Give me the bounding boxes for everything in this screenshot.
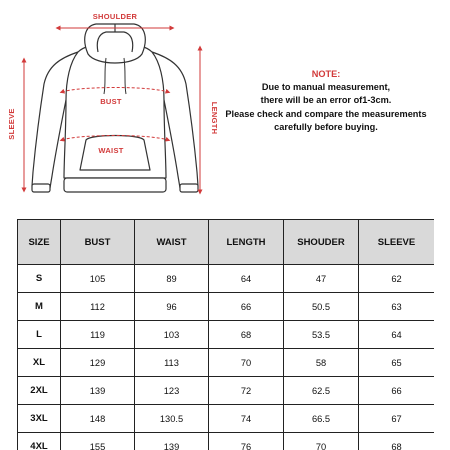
cell-sleeve: 67 [359, 405, 435, 433]
cell-bust: 129 [61, 349, 135, 377]
note-line: Please check and compare the measurements [225, 108, 427, 119]
shoulder-label: SHOULDER [92, 12, 138, 21]
cell-length: 66 [209, 293, 284, 321]
cell-size: 4XL [18, 433, 61, 450]
table-row [18, 293, 435, 321]
cell-shoulder: 66.5 [284, 405, 359, 433]
cell-length: 68 [209, 321, 284, 349]
cell-size: L [18, 321, 61, 349]
cell-length: 76 [209, 433, 284, 450]
cell-size: S [18, 265, 61, 293]
sleeve-label: SLEEVE [7, 108, 16, 140]
table-header-row [18, 220, 435, 265]
note-line: carefully before buying. [274, 121, 378, 132]
hoodie-measurement-diagram [0, 0, 235, 212]
cell-sleeve: 62 [359, 265, 435, 293]
cell-sleeve: 66 [359, 377, 435, 405]
waist-label: WAIST [98, 146, 124, 155]
cell-waist: 130.5 [135, 405, 209, 433]
cell-waist: 123 [135, 377, 209, 405]
cell-length: 64 [209, 265, 284, 293]
cell-sleeve: 68 [359, 433, 435, 450]
cell-bust: 112 [61, 293, 135, 321]
table-row [18, 405, 435, 433]
cell-length: 72 [209, 377, 284, 405]
table-row [18, 265, 435, 293]
cell-waist: 89 [135, 265, 209, 293]
note-line: there will be an error of1-3cm. [260, 95, 392, 106]
cell-sleeve: 63 [359, 293, 435, 321]
cell-shoulder: 58 [284, 349, 359, 377]
cell-shoulder: 62.5 [284, 377, 359, 405]
cell-size: M [18, 293, 61, 321]
table-row [18, 377, 435, 405]
cell-length: 70 [209, 349, 284, 377]
note-title: NOTE: [311, 69, 341, 79]
table-row [18, 349, 435, 377]
cell-size: 3XL [18, 405, 61, 433]
note-line: Due to manual measurement, [261, 82, 391, 93]
cell-bust: 119 [61, 321, 135, 349]
header-sleeve: SLEEVE [359, 220, 435, 265]
size-table [17, 219, 434, 450]
cell-shoulder: 70 [284, 433, 359, 450]
cell-length: 74 [209, 405, 284, 433]
header-waist: WAIST [135, 220, 209, 265]
header-length: LENGTH [209, 220, 284, 265]
cell-shoulder: 53.5 [284, 321, 359, 349]
size-chart [17, 219, 434, 450]
header-size: SIZE [18, 220, 61, 265]
cell-size: XL [18, 349, 61, 377]
cell-waist: 96 [135, 293, 209, 321]
cell-sleeve: 65 [359, 349, 435, 377]
cell-shoulder: 50.5 [284, 293, 359, 321]
length-label: LENGTH [210, 101, 219, 135]
bust-label: BUST [100, 97, 122, 106]
cell-waist: 103 [135, 321, 209, 349]
cell-waist: 113 [135, 349, 209, 377]
cell-bust: 155 [61, 433, 135, 450]
cell-shoulder: 47 [284, 265, 359, 293]
table-row [18, 321, 435, 349]
hoodie-illustration [32, 24, 198, 192]
cell-bust: 105 [61, 265, 135, 293]
header-shoulder: SHOUDER [284, 220, 359, 265]
table-row [18, 433, 435, 450]
cell-waist: 139 [135, 433, 209, 450]
cell-size: 2XL [18, 377, 61, 405]
cell-bust: 148 [61, 405, 135, 433]
cell-bust: 139 [61, 377, 135, 405]
header-bust: BUST [61, 220, 135, 265]
size-guide-header [0, 0, 450, 215]
measurement-note [212, 68, 440, 134]
cell-sleeve: 64 [359, 321, 435, 349]
